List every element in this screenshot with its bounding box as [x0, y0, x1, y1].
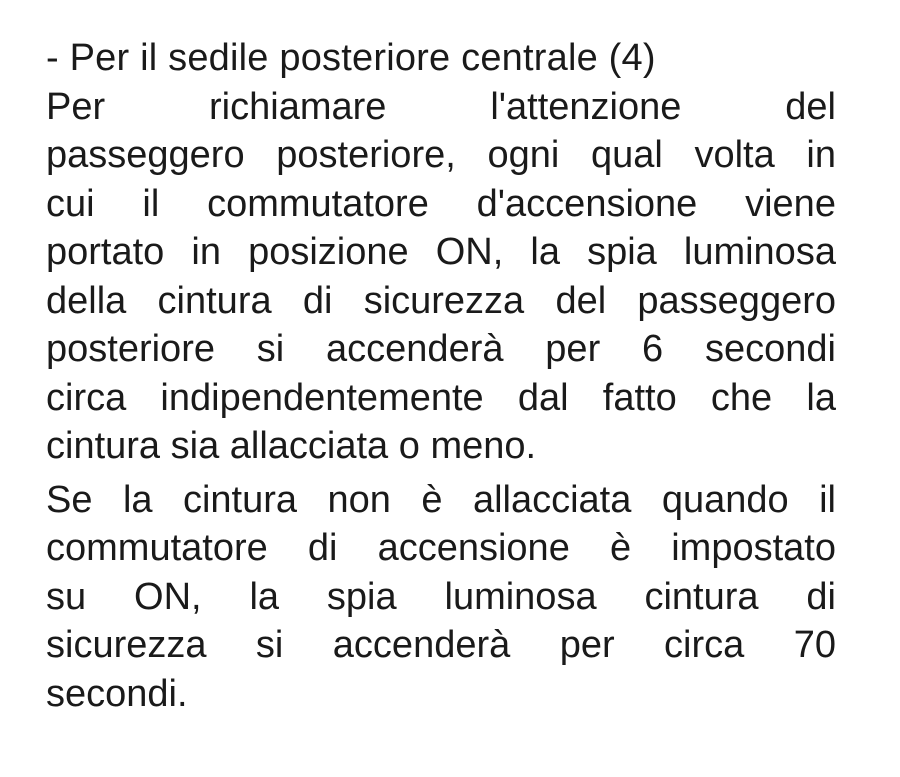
word: è — [421, 478, 443, 521]
text-line — [46, 476, 836, 525]
word: del — [785, 85, 836, 128]
word: è — [609, 527, 632, 569]
word: cintura — [644, 575, 759, 618]
text-line — [46, 524, 836, 573]
word: richiamare — [209, 85, 387, 128]
text-line — [46, 277, 836, 326]
text-line — [46, 374, 836, 423]
word: l'attenzione — [490, 85, 682, 128]
word: indipendentemente — [160, 376, 484, 419]
word: accensione — [377, 527, 570, 569]
word: 6 — [642, 328, 664, 370]
word: o — [398, 425, 431, 467]
paragraph-unbuckled-warning — [46, 476, 836, 719]
word: sicurezza — [46, 624, 207, 666]
word: cui — [46, 182, 95, 225]
word: accenderà — [332, 624, 511, 666]
word: ON, — [435, 231, 504, 273]
word: luminosa — [444, 575, 597, 618]
word: il — [142, 182, 160, 225]
word: meno. — [430, 425, 537, 467]
word: di — [307, 527, 338, 569]
word: su — [46, 575, 87, 618]
word: di — [806, 575, 836, 618]
word: in — [806, 134, 836, 176]
text-line — [46, 573, 836, 622]
word: la — [530, 231, 560, 273]
word: d'accensione — [476, 182, 698, 225]
word: di — [302, 279, 333, 322]
word: impostato — [671, 527, 836, 569]
word: si — [256, 328, 285, 370]
word: commutatore — [207, 182, 429, 225]
text-line — [46, 621, 836, 670]
word: secondi — [704, 328, 836, 370]
word: cintura — [182, 478, 298, 521]
text-line — [46, 670, 836, 719]
word: viene — [745, 182, 836, 225]
word: Se — [46, 478, 93, 521]
word: posizione — [248, 231, 409, 273]
word: per — [559, 624, 615, 666]
word: in — [191, 231, 221, 273]
word: 70 — [793, 624, 836, 666]
word: volta — [694, 134, 775, 176]
word: non — [327, 478, 391, 521]
word: quando — [661, 478, 789, 521]
word: cintura — [46, 425, 171, 467]
word: commutatore — [46, 527, 268, 569]
word: cintura — [157, 279, 272, 322]
section-heading: - Per il sedile posteriore centrale (4) — [46, 37, 656, 79]
text-line — [46, 131, 836, 180]
word: circa — [46, 376, 127, 419]
word: luminosa — [683, 231, 836, 273]
word: della — [46, 279, 127, 322]
text-line — [46, 83, 836, 132]
word: accenderà — [326, 328, 504, 370]
word: la — [249, 575, 280, 618]
word: la — [806, 376, 836, 419]
word: per — [545, 328, 601, 370]
word: Per — [46, 85, 106, 128]
word: spia — [587, 231, 657, 273]
word: allacciata — [472, 478, 632, 521]
text-line — [46, 422, 836, 471]
word: del — [555, 279, 607, 322]
word: passeggero — [46, 134, 245, 176]
word: sia — [170, 425, 230, 467]
word: ON, — [134, 575, 202, 618]
word: posteriore — [46, 328, 215, 370]
word: allacciata — [229, 425, 399, 467]
text-line — [46, 228, 836, 277]
word: il — [819, 478, 836, 521]
word: sicurezza — [363, 279, 525, 322]
word: ogni — [487, 134, 560, 176]
word: circa — [664, 624, 745, 666]
word: qual — [590, 134, 663, 176]
word: dal — [517, 376, 569, 419]
word: la — [122, 478, 153, 521]
word: posteriore, — [276, 134, 456, 176]
word: spia — [326, 575, 397, 618]
document-page — [46, 34, 836, 718]
word: che — [710, 376, 773, 419]
word: si — [255, 624, 284, 666]
text-line — [46, 325, 836, 374]
word: fatto — [602, 376, 677, 419]
word: secondi. — [46, 672, 188, 715]
word: passeggero — [637, 279, 836, 322]
paragraph-seatbelt-indicator-on — [46, 83, 836, 471]
word: portato — [46, 231, 165, 273]
text-line — [46, 180, 836, 229]
